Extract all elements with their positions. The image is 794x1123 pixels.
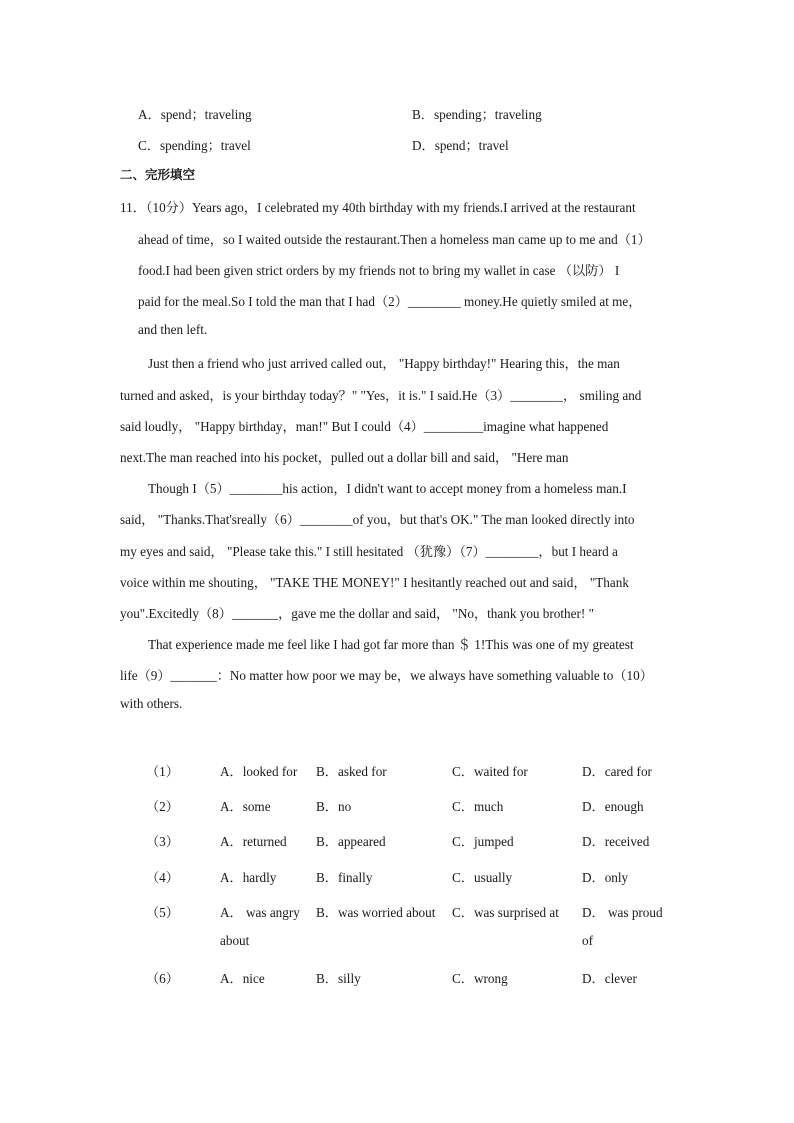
option-b[interactable]: B．finally [316,870,373,885]
option-d-continued[interactable]: of [582,933,593,948]
option-b[interactable]: B．no [316,799,352,814]
question-number: （4） [146,870,179,885]
question-row [120,968,680,990]
option-b[interactable]: B．appeared [316,834,386,849]
passage-line: Though I（5）________his action，I didn't want to accept money from a homeless man.I [148,481,627,496]
option-d[interactable]: D．cared for [582,764,652,779]
prev-options-row-1 [138,104,678,124]
passage-line: you".Excitedly（8）_______，gave me the dollar and said， "No，thank you brother! " [120,606,594,621]
option-a[interactable]: A．hardly [220,870,277,885]
option-a[interactable]: A． was angry [220,905,300,920]
passage-line: said loudly， "Happy birthday，man!" But I could（4）_________imagine what happened [120,419,609,434]
section-title: 二、完形填空 [120,167,196,182]
option-c[interactable]: C．jumped [452,834,514,849]
option-b[interactable]: B．asked for [316,764,387,779]
option-a[interactable]: A．nice [220,971,265,986]
question-row [120,796,680,818]
passage-line: voice within me shouting， "TAKE THE MONEY!" I hesitantly reached out and said， "Thank [120,575,629,590]
prev-option-a: A．spend；traveling [138,107,252,122]
passage-line: said， "Thanks.That'sreally（6）________of you，but that's OK." The man looked directly into [120,512,635,527]
option-a[interactable]: A．looked for [220,764,298,779]
option-d[interactable]: D．received [582,834,650,849]
prev-option-d: D．spend；travel [412,138,509,153]
option-c[interactable]: C．was surprised at [452,905,559,920]
passage-line: Just then a friend who just arrived called out， "Happy birthday!" Hearing this，the man [148,356,620,371]
question-number: （3） [146,834,179,849]
question-row [120,867,680,889]
option-c[interactable]: C．usually [452,870,513,885]
option-a[interactable]: A．some [220,799,271,814]
passage-line: 11．（10分）Years ago，I celebrated my 40th birthday with my friends.I arrived at the restaurant [120,200,636,215]
passage-line: turned and asked，is your birthday today？" "Yes，it is." I said.He（3）________， smiling and [120,388,642,403]
option-c[interactable]: C．waited for [452,764,528,779]
passage-line: with others. [120,696,183,711]
question-number: （6） [146,971,179,986]
option-b[interactable]: B．was worried about [316,905,436,920]
option-d[interactable]: D．enough [582,799,644,814]
passage-line: ahead of time，so I waited outside the restaurant.Then a homeless man came up to me and（1） [138,232,651,247]
question-row [120,831,680,853]
passage-line: and then left. [138,322,208,337]
option-d[interactable]: D． was proud [582,905,663,920]
option-a-continued[interactable]: about [220,933,250,948]
option-b[interactable]: B．silly [316,971,361,986]
passage-line: my eyes and said， "Please take this." I still hesitated （犹豫）（7）________，but I heard a [120,544,618,559]
passage-line: life（9）_______：No matter how poor we may be，we always have something valuable to（10） [120,668,653,683]
passage-line: next.The man reached into his pocket，pulled out a dollar bill and said， "Here man [120,450,569,465]
option-d[interactable]: D．clever [582,971,637,986]
question-row [120,902,680,952]
option-a[interactable]: A．returned [220,834,287,849]
question-number: （1） [146,764,179,779]
prev-option-c: C．spending；travel [138,138,251,153]
passage-line: That experience made me feel like I had got far more than ＄ 1!This was one of my greatest [148,637,634,652]
question-row [120,761,680,783]
question-number: （2） [146,799,179,814]
option-c[interactable]: C．wrong [452,971,508,986]
passage-line: paid for the meal.So I told the man that I had（2）________ money.He quietly smiled at me， [138,294,642,309]
prev-options-row-2 [138,135,678,155]
option-d[interactable]: D．only [582,870,629,885]
passage-line: food.I had been given strict orders by my friends not to bring my wallet in case （以防） I [138,263,620,278]
prev-option-b: B．spending；traveling [412,107,542,122]
option-c[interactable]: C．much [452,799,504,814]
question-number: （5） [146,905,179,920]
